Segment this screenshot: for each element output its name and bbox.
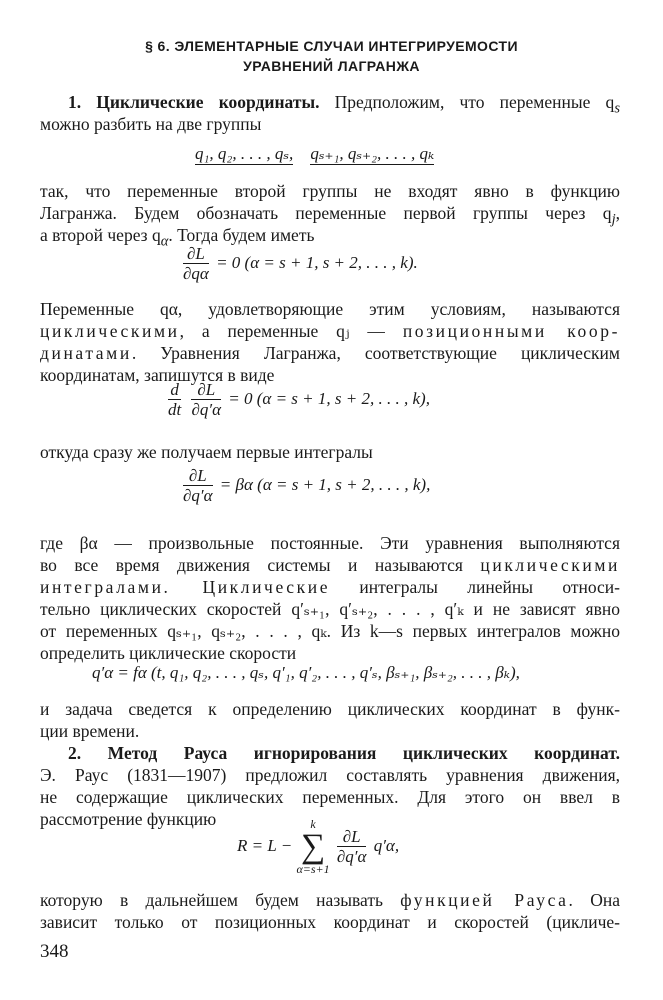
text-line: Э. Раус (1831—1907) предложил составлять уравнения движения, xyxy=(40,765,620,785)
sum-operator: k ∑ α=s+1 xyxy=(296,817,330,876)
text-line: определить циклические скорости xyxy=(40,643,297,663)
section-heading-line-2: УРАВНЕНИЙ ЛАГРАНЖА xyxy=(243,58,420,74)
text-line: откуда сразу же получаем первые интегралы xyxy=(40,442,373,462)
text-line: интегралами. Циклические интегралы линейны относи- xyxy=(40,577,620,597)
equation-3: $\frac{\partial L}{\partial q'\alpha}$ = βα (α = s + 1, s + 2, . . . , k), xyxy=(183,466,431,505)
text-line: зависит только от позиционных координат и скоростей (цикличе- xyxy=(40,912,620,932)
text-line: тельно циклических скоростей q′ₛ₊₁, q′ₛ₊₂, . . . , q′ₖ и не зависят явно xyxy=(40,599,620,619)
equation-5: R = L − k ∑ α=s+1 $\frac{\partial L}{\partial q'\alpha}$ q′α, xyxy=(237,817,400,876)
section1-text: Предположим, что переменные q xyxy=(334,92,615,112)
text-line: динатами. Уравнения Лагранжа, соответствующие циклическим xyxy=(40,343,620,363)
text-line: которую в дальнейшем будем называть функцией Рауса. Она xyxy=(40,890,620,910)
text-line: Лагранжа. Будем обозначать переменные первой группы через $q_j$, xyxy=(40,203,620,228)
equation-2: $\frac{d}{dt}$ $\frac{\partial L}{\partial q'\alpha}$ = 0 (α = s + 1, s + 2, . . . , k), xyxy=(168,380,430,419)
section2-title: 2. Метод Рауса игнорирования циклических координат. xyxy=(68,743,620,763)
text-line: можно разбить на две группы xyxy=(40,114,262,134)
text-line: не содержащие циклических переменных. Для этого он ввел в xyxy=(40,787,620,807)
text-line: а второй через $q_\alpha$. Тогда будем иметь xyxy=(40,225,315,250)
text-line: и задача сведется к определению циклических координат в функ- xyxy=(40,699,620,719)
section1-first-line: 1. Циклические координаты. Предположим, что переменные $q_s$ xyxy=(68,92,620,117)
text-line: координатам, запишутся в виде xyxy=(40,365,275,385)
text-line: от переменных qₛ₊₁, qₛ₊₂, . . . , qₖ. Из k—s первых интегралов можно xyxy=(40,621,620,641)
text-line: так, что переменные второй группы не входят явно в функцию xyxy=(40,181,620,201)
text-line: где βα — произвольные постоянные. Эти уравнения выполняются xyxy=(40,533,620,553)
text-line: во все время движения системы и называются циклическими xyxy=(40,555,620,575)
text-line: циклическими, а переменные qⱼ — позиционными коор- xyxy=(40,321,620,341)
group-1: q₁, q₂, . . . , qₛ, xyxy=(195,144,294,163)
section-heading-line-1: § 6. ЭЛЕМЕНТАРНЫЕ СЛУЧАИ ИНТЕГРИРУЕМОСТИ xyxy=(145,38,518,54)
equation-1: $\frac{\partial L}{\partial q\alpha}$ = 0 (α = s + 1, s + 2, . . . , k). xyxy=(183,244,418,283)
group-2: qₛ₊₁, qₛ₊₂, . . . , qₖ xyxy=(310,144,435,163)
text-line: ции времени. xyxy=(40,721,140,741)
equation-4: q′α = fα (t, q₁, q₂, . . . , qₛ, q′₁, q′₂, . . . , q′ₛ, βₛ₊₁, βₛ₊₂, . . . , βₖ), xyxy=(92,663,520,682)
equation-groups xyxy=(195,144,434,164)
page-number: 348 xyxy=(40,941,69,962)
section1-title: 1. Циклические координаты. xyxy=(68,92,320,112)
text-line: Переменные qα, удовлетворяющие этим условиям, называются xyxy=(40,299,620,319)
text-line: рассмотрение функцию xyxy=(40,809,217,829)
